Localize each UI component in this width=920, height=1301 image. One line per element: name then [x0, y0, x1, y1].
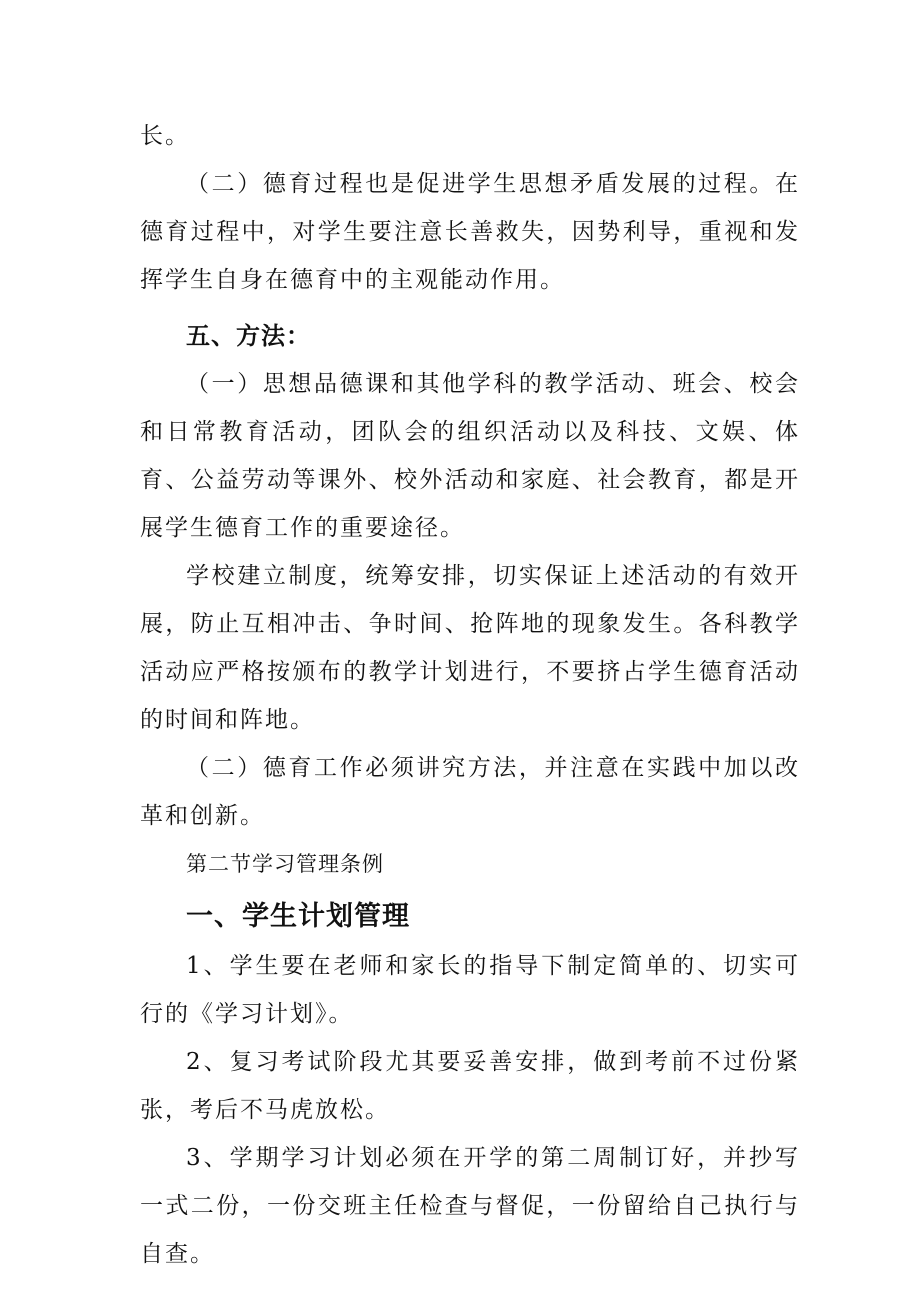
paragraph-school-system: 学校建立制度，统筹安排，切实保证上述活动的有效开展，防止互相冲击、争时间、抢阵地的现象发生。各科教学活动应严格按颁布的教学计划进行，不要挤占学生德育活动的时间和阵地。	[140, 563, 800, 733]
list-item-1: 1、学生要在老师和家长的指导下制定简单的、切实可行的《学习计划》。	[140, 953, 800, 1027]
paragraph-moral-process: （二）德育过程也是促进学生思想矛盾发展的过程。在德育过程中，对学生要注意长善救失，因势利导，重视和发挥学生自身在德育中的主观能动作用。	[140, 171, 800, 293]
list-item-2: 2、复习考试阶段尤其要妥善安排，做到考前不过份紧张，考后不马虎放松。	[140, 1049, 800, 1123]
paragraph-method-two: （二）德育工作必须讲究方法，并注意在实践中加以改革和创新。	[140, 755, 800, 829]
list-item-3: 3、学期学习计划必须在开学的第二周制订好，并抄写一式二份，一份交班主任检查与督促，一份留给自己执行与自查。	[140, 1145, 800, 1267]
section-title: 第二节学习管理条例	[186, 852, 384, 876]
heading-methods: 五、方法：	[186, 322, 311, 350]
paragraph-method-one: （一）思想品德课和其他学科的教学活动、班会、校会和日常教育活动，团队会的组织活动以及科技、文娱、体育、公益劳动等课外、校外活动和家庭、社会教育，都是开展学生德育工作的重要途径。	[140, 371, 800, 541]
heading-student-plan: 一、学生计划管理	[186, 901, 410, 932]
paragraph-continuation: 长。	[140, 123, 190, 149]
